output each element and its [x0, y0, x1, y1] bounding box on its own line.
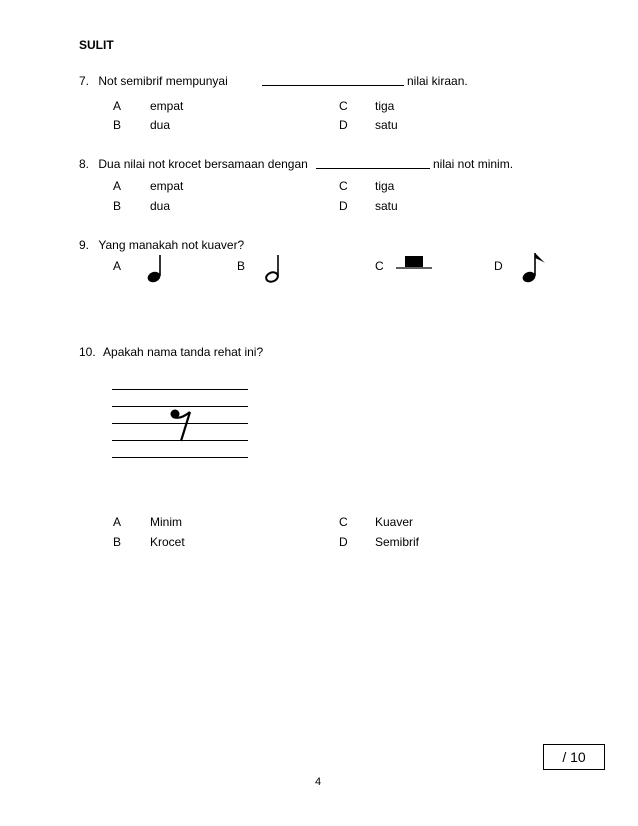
q10-text: Apakah nama tanda rehat ini? — [103, 345, 264, 359]
q10-option-c-letter: C — [339, 515, 348, 529]
q7-option-b-letter: B — [113, 118, 122, 132]
q10-option-b-letter: B — [113, 535, 122, 549]
minim-note-icon — [262, 252, 286, 284]
q8-text-after: nilai not minim. — [433, 157, 514, 171]
q9-option-c-letter: C — [375, 259, 384, 273]
staff-line — [112, 457, 248, 458]
q8-answer-blank — [316, 157, 430, 169]
q7-stem — [79, 74, 228, 88]
q9-number: 9. — [79, 238, 90, 252]
q8-option-d-text: satu — [375, 199, 398, 213]
q7-text-before: Not semibrif mempunyai — [98, 74, 228, 88]
page-number: 4 — [315, 776, 322, 788]
q10-option-b-text: Krocet — [150, 535, 185, 549]
q9-option-a-letter: A — [113, 259, 122, 273]
q8-option-a-letter: A — [113, 179, 122, 193]
q8-option-c-letter: C — [339, 179, 348, 193]
q7-option-a-text: empat — [150, 99, 184, 113]
q7-number: 7. — [79, 74, 90, 88]
q10-option-d-text: Semibrif — [375, 535, 420, 549]
q8-stem — [79, 157, 308, 171]
q8-option-b-text: dua — [150, 199, 171, 213]
q7-option-d-text: satu — [375, 118, 398, 132]
q7-option-c-text: tiga — [375, 99, 395, 113]
q10-stem — [79, 345, 263, 359]
q7-option-a-letter: A — [113, 99, 122, 113]
q8-option-d-letter: D — [339, 199, 348, 213]
q9-option-b-letter: B — [237, 259, 246, 273]
q8-option-c-text: tiga — [375, 179, 395, 193]
score-text: / 10 — [562, 749, 586, 765]
q10-option-a-letter: A — [113, 515, 122, 529]
header-label: SULIT — [79, 38, 114, 52]
q7-option-d-letter: D — [339, 118, 348, 132]
semibreve-rest-icon — [396, 254, 432, 272]
q8-text-before: Dua nilai not krocet bersamaan dengan — [98, 157, 308, 171]
q8-number: 8. — [79, 157, 90, 171]
q9-text: Yang manakah not kuaver? — [98, 238, 245, 252]
q9-option-d-letter: D — [494, 259, 503, 273]
q7-option-c-letter: C — [339, 99, 348, 113]
q10-option-c-text: Kuaver — [375, 515, 414, 529]
q10-number: 10. — [79, 345, 96, 359]
quaver-note-icon — [520, 250, 550, 284]
staff-line — [112, 389, 248, 390]
q10-option-a-text: Minim — [150, 515, 182, 529]
q9-stem — [79, 238, 244, 252]
q10-option-d-letter: D — [339, 535, 348, 549]
q7-answer-blank — [262, 74, 404, 86]
q8-option-a-text: empat — [150, 179, 184, 193]
q7-text-after: nilai kiraan. — [407, 74, 468, 88]
crotchet-note-icon — [144, 252, 168, 284]
score-box — [543, 744, 605, 770]
quaver-rest-icon — [168, 406, 196, 444]
q8-option-b-letter: B — [113, 199, 122, 213]
q7-option-b-text: dua — [150, 118, 171, 132]
